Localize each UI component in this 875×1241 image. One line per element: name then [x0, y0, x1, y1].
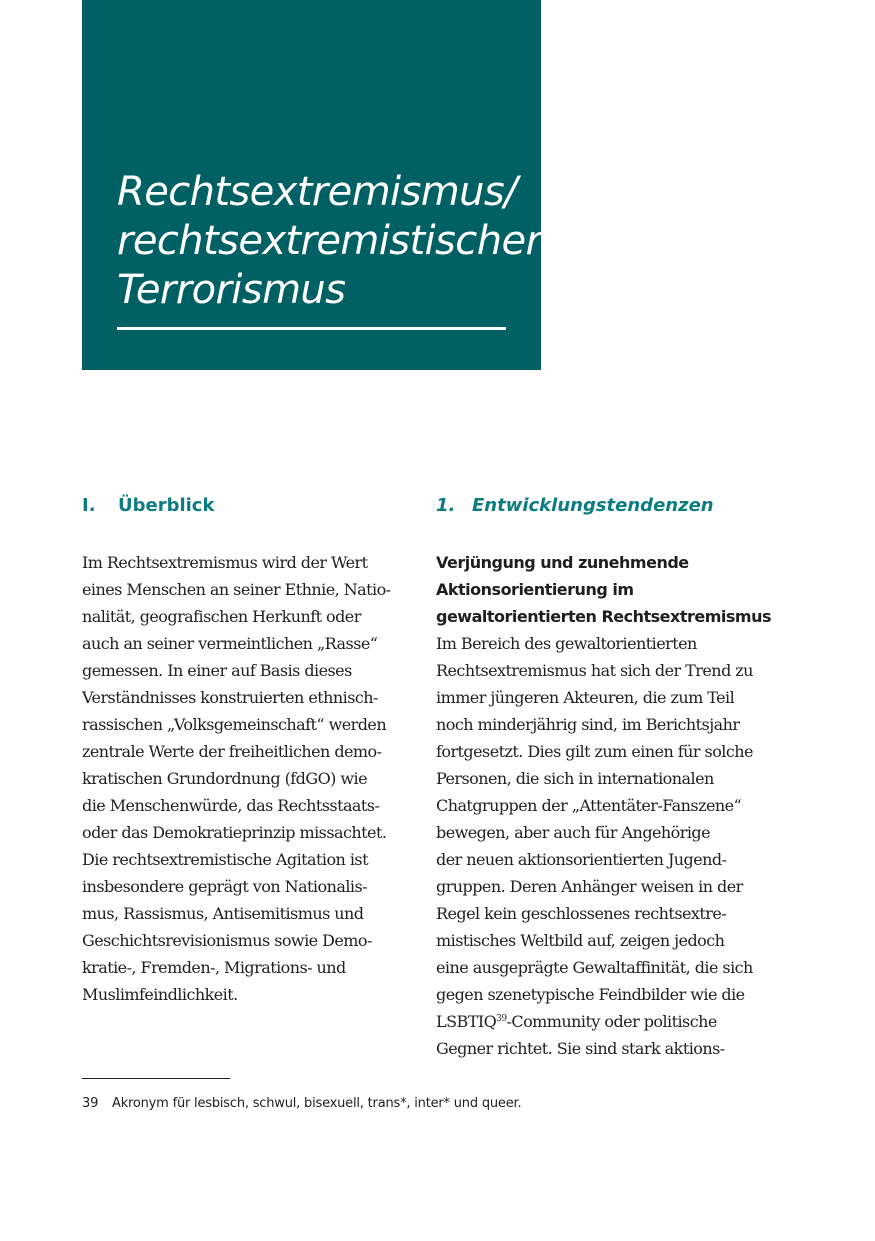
footnote-divider: [82, 1078, 230, 1079]
footnote-number: 39: [82, 1096, 99, 1111]
text-line: nalität, geografischen Herkunft oder: [82, 607, 361, 626]
footnote-reference: 39: [496, 1014, 507, 1024]
section-heading-text: Überblick: [118, 495, 215, 516]
section-number: I.: [82, 495, 96, 516]
text-line: mus, Rassismus, Antisemitismus und: [82, 904, 364, 923]
text-line: eines Menschen an seiner Ethnie, Natio-: [82, 580, 391, 599]
text-line: Die rechtsextremistische Agitation ist: [82, 850, 368, 869]
text-line: Im Bereich des gewaltorientierten: [436, 634, 697, 653]
text-line: Muslimfeindlichkeit.: [82, 985, 238, 1004]
text-line: Personen, die sich in internationalen: [436, 769, 714, 788]
title-banner: [82, 0, 541, 370]
text-line: Rechtsextremismus hat sich der Trend zu: [436, 661, 753, 680]
text-line-with-footnote: [436, 1008, 756, 1035]
text-line: rassischen „Volksgemeinschaft“ werden: [82, 715, 387, 734]
text-line: noch minderjährig sind, im Berichtsjahr: [436, 715, 740, 734]
text-line: oder das Demokratieprinzip missachtet.: [82, 823, 387, 842]
text-line: gegen szenetypische Feindbilder wie die: [436, 985, 745, 1004]
page-title-line: rechtsextremistischer: [117, 218, 542, 264]
text-line: insbesondere geprägt von Nationalis-: [82, 877, 367, 896]
text-line: der neuen aktionsorientierten Jugend-: [436, 850, 727, 869]
title-underline: [117, 327, 506, 330]
subheading-line: Verjüngung und zunehmende: [436, 553, 689, 572]
text-line: gemessen. In einer auf Basis dieses: [82, 661, 352, 680]
text-line: eine ausgeprägte Gewaltaffinität, die sich: [436, 958, 753, 977]
text-fragment: -Community oder politische: [506, 1012, 717, 1031]
text-line: Geschichtsrevisionismus sowie Demo-: [82, 931, 372, 950]
left-column-text: [82, 549, 412, 1008]
text-fragment: LSBTIQ: [436, 1012, 497, 1031]
text-line: Regel kein geschlossenes rechtsextre-: [436, 904, 727, 923]
text-line: auch an seiner vermeintlichen „Rasse“: [82, 634, 378, 653]
text-line: Im Rechtsextremismus wird der Wert: [82, 553, 368, 572]
text-line: fortgesetzt. Dies gilt zum einen für solche: [436, 742, 753, 761]
right-column-text: [436, 549, 772, 1062]
subheading-line: gewaltorientierten Rechtsextremismus: [436, 607, 772, 626]
text-line: Verständnisses konstruierten ethnisch-: [82, 688, 378, 707]
text-line: bewegen, aber auch für Angehörige: [436, 823, 711, 842]
text-line: Chatgruppen der „Attentäter-Fanszene“: [436, 796, 742, 815]
text-line: kratie-, Fremden-, Migrations- und: [82, 958, 346, 977]
section-heading-overview: [82, 494, 214, 518]
page-title-line: Terrorismus: [117, 267, 346, 313]
text-line: die Menschenwürde, das Rechtsstaats-: [82, 796, 380, 815]
subheading-line: Aktionsorientierung im: [436, 580, 634, 599]
text-line: kratischen Grundordnung (fdGO) wie: [82, 769, 368, 788]
section-heading-text: Entwicklungstendenzen: [472, 495, 714, 516]
page-title-line: Rechtsextremismus/: [117, 169, 518, 215]
text-line: gruppen. Deren Anhänger weisen in der: [436, 877, 743, 896]
section-heading-trends: [436, 494, 714, 518]
text-line: immer jüngeren Akteuren, die zum Teil: [436, 688, 735, 707]
footnote-text: Akronym für lesbisch, schwul, bisexuell, trans*, inter* und queer.: [112, 1096, 522, 1111]
text-line: mistisches Weltbild auf, zeigen jedoch: [436, 931, 725, 950]
text-line: Gegner richtet. Sie sind stark aktions-: [436, 1039, 725, 1058]
footnote: [82, 1094, 521, 1114]
section-number: 1.: [436, 495, 456, 516]
page-title: [117, 168, 542, 315]
text-line: zentrale Werte der freiheitlichen demo-: [82, 742, 382, 761]
